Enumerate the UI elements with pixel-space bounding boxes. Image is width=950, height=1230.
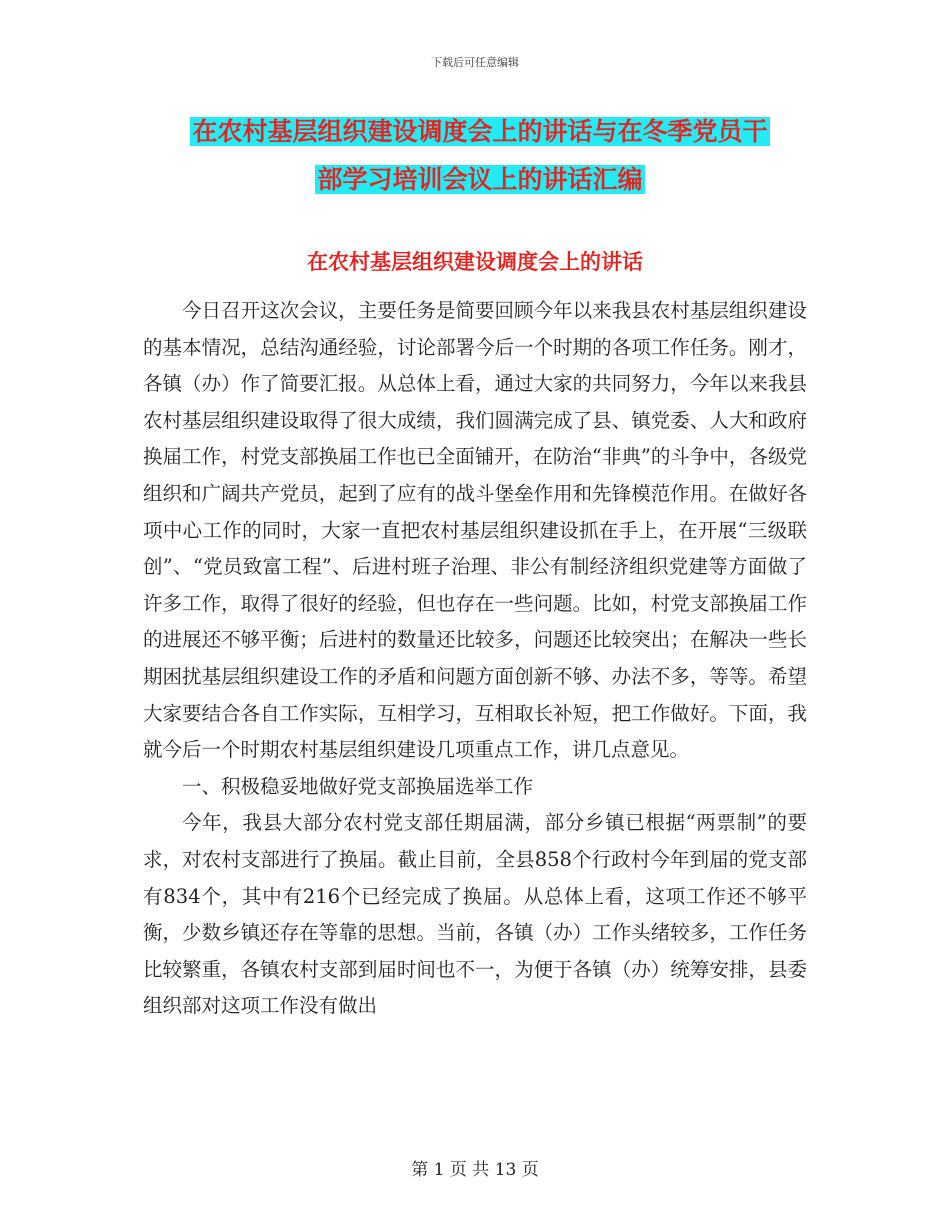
section-title: 在农村基层组织建设调度会上的讲话 — [307, 250, 643, 274]
header-note: 下载后可任意编辑 — [431, 56, 519, 69]
document-title — [150, 108, 810, 204]
document-title-line-1: 在农村基层组织建设调度会上的讲话与在冬季党员干 — [192, 117, 768, 146]
paragraph: 今年，我县大部分农村党支部任期届满，部分乡镇已根据“两票制”的要求，对农村支部进行了换届。截止目前，全县858个行政村今年到届的党支部有834个，其中有216个已经完成了换届。从总体上看，这项工作还不够平衡，少数乡镇还存在等靠的思想。当前，各镇（办）工作头绪较多，工作任务比较繁重，各镇农村支部到届时间也不一，为便于各镇（办）统筹安排，县委组织部对这项工作没有做出 — [143, 811, 807, 1018]
paragraph: 今日召开这次会议，主要任务是简要回顾今年以来我县农村基层组织建设的基本情况，总结沟通经验，讨论部署今后一个时期的各项工作任务。刚才，各镇（办）作了简要汇报。从总体上看，通过大家的共同努力，今年以来我县农村基层组织建设取得了很大成绩，我们圆满完成了县、镇党委、人大和政府换届工作，村党支部换届工作也已全面铺开，在防治“非典”的斗争中，各级党组织和广阔共产党员，起到了应有的战斗堡垒作用和先锋模范作用。在做好各项中心工作的同时，大家一直把农村基层组织建设抓在手上，在开展“三级联创”、“党员致富工程”、后进村班子治理、非公有制经济组织党建等方面做了许多工作，取得了很好的经验，但也存在一些问题。比如，村党支部换届工作的进展还不够平衡；后进村的数量还比较多，问题还比较突出；在解决一些长期困扰基层组织建设工作的矛盾和问题方面创新不够、办法不多，等等。希望大家要结合各自工作实际，互相学习，互相取长补短，把工作做好。下面，我就今后一个时期农村基层组织建设几项重点工作，讲几点意见。 — [143, 299, 807, 762]
body-text — [143, 293, 807, 1025]
page-footer: 第 1 页 共 13 页 — [411, 1160, 539, 1180]
document-title-line-2: 部学习培训会议上的讲话汇编 — [317, 165, 643, 194]
section-heading: 一、积极稳妥地做好党支部换届选举工作 — [182, 774, 534, 798]
